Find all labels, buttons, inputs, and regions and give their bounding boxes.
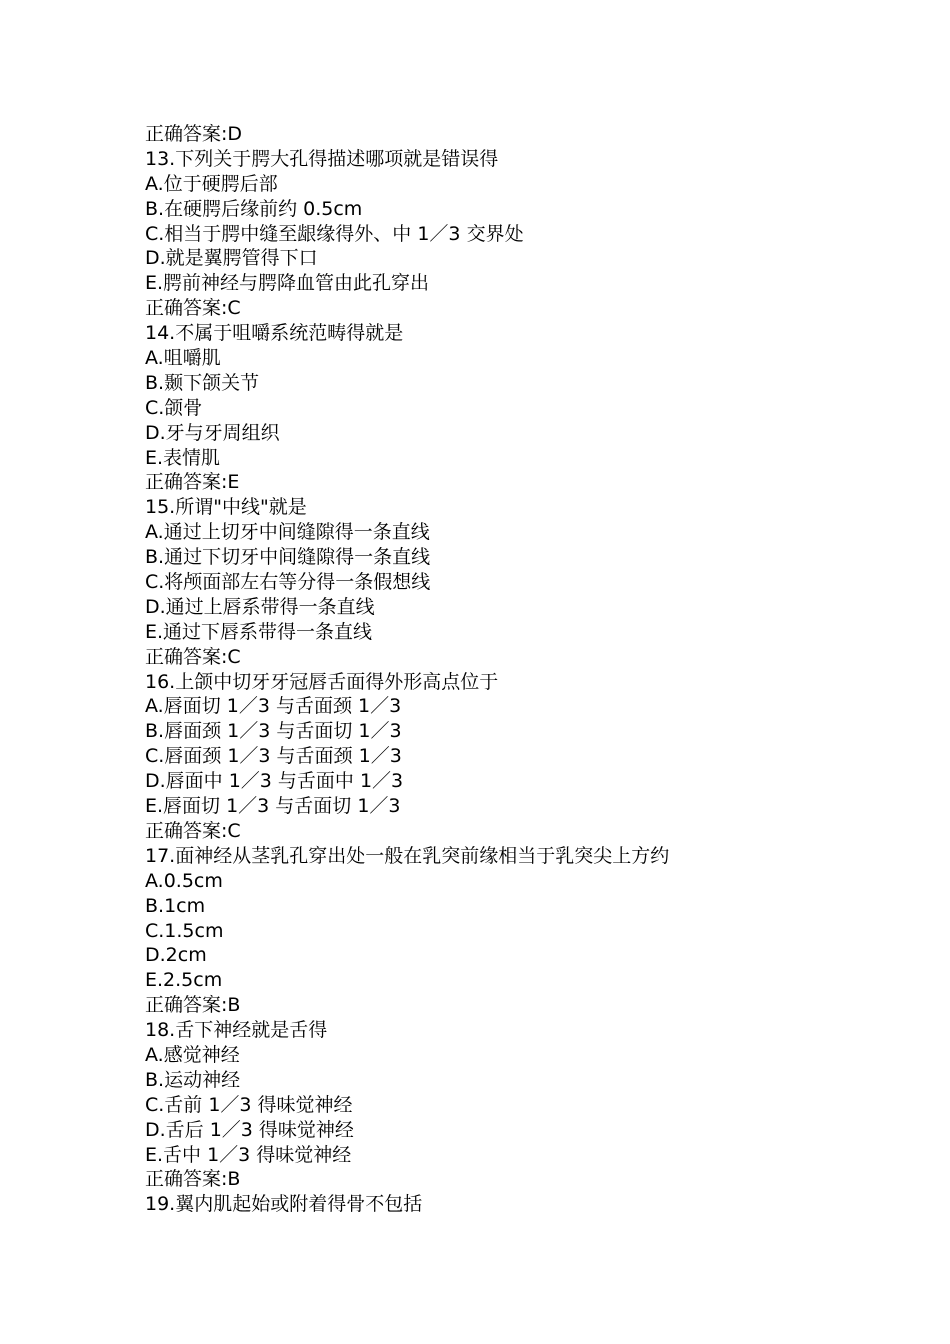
- option-line: E.腭前神经与腭降血管由此孔穿出: [145, 272, 430, 295]
- option-line: C.颌骨: [145, 396, 203, 419]
- option-line: A.通过上切牙中间缝隙得一条直线: [145, 521, 430, 544]
- option-line: E.通过下唇系带得一条直线: [145, 620, 373, 643]
- question-16: 16.上颌中切牙牙冠唇舌面得外形高点位于: [145, 670, 499, 693]
- question-15: 15.所谓"中线"就是: [145, 496, 307, 519]
- option-line: D.舌后 1／3 得味觉神经: [145, 1118, 354, 1141]
- answer-line: 正确答案:E: [145, 471, 240, 494]
- option-line: B.颞下颌关节: [145, 371, 260, 394]
- option-line: D.牙与牙周组织: [145, 421, 280, 444]
- option-line: A.感觉神经: [145, 1043, 240, 1066]
- option-line: B.1cm: [145, 894, 206, 917]
- option-line: E.2.5cm: [145, 969, 223, 992]
- answer-line: 正确答案:C: [145, 819, 241, 842]
- option-line: D.2cm: [145, 944, 207, 967]
- option-line: C.唇面颈 1／3 与舌面颈 1／3: [145, 745, 402, 768]
- option-line: E.舌中 1／3 得味觉神经: [145, 1143, 352, 1166]
- option-line: E.唇面切 1／3 与舌面切 1／3: [145, 795, 401, 818]
- option-line: C.将颅面部左右等分得一条假想线: [145, 571, 431, 594]
- question-13: 13.下列关于腭大孔得描述哪项就是错误得: [145, 147, 499, 170]
- option-line: C.1.5cm: [145, 919, 224, 942]
- option-line: B.运动神经: [145, 1068, 241, 1091]
- answer-line: 正确答案:D: [145, 123, 243, 145]
- option-line: A.位于硬腭后部: [145, 172, 278, 195]
- option-line: C.相当于腭中缝至龈缘得外、中 1／3 交界处: [145, 222, 524, 245]
- answer-line: 正确答案:C: [145, 297, 241, 320]
- document-body: [145, 122, 845, 1217]
- option-line: E.表情肌: [145, 446, 221, 469]
- question-17: 17.面神经从茎乳孔穿出处一般在乳突前缘相当于乳突尖上方约: [145, 844, 670, 867]
- answer-line: 正确答案:B: [145, 1168, 241, 1191]
- question-19: 19.翼内肌起始或附着得骨不包括: [145, 1193, 423, 1216]
- option-line: D.唇面中 1／3 与舌面中 1／3: [145, 770, 404, 793]
- option-line: D.通过上唇系带得一条直线: [145, 595, 375, 618]
- option-line: D.就是翼腭管得下口: [145, 247, 318, 270]
- option-line: B.唇面颈 1／3 与舌面切 1／3: [145, 720, 402, 743]
- question-18: 18.舌下神经就是舌得: [145, 1019, 328, 1042]
- option-line: A.唇面切 1／3 与舌面颈 1／3: [145, 695, 402, 718]
- answer-line: 正确答案:C: [145, 645, 241, 668]
- option-line: B.通过下切牙中间缝隙得一条直线: [145, 546, 431, 569]
- option-line: B.在硬腭后缘前约 0.5cm: [145, 197, 363, 220]
- option-line: A.0.5cm: [145, 869, 223, 892]
- answer-line: 正确答案:B: [145, 994, 241, 1017]
- option-line: A.咀嚼肌: [145, 347, 221, 370]
- option-line: C.舌前 1／3 得味觉神经: [145, 1093, 353, 1116]
- question-14: 14.不属于咀嚼系统范畴得就是: [145, 322, 404, 345]
